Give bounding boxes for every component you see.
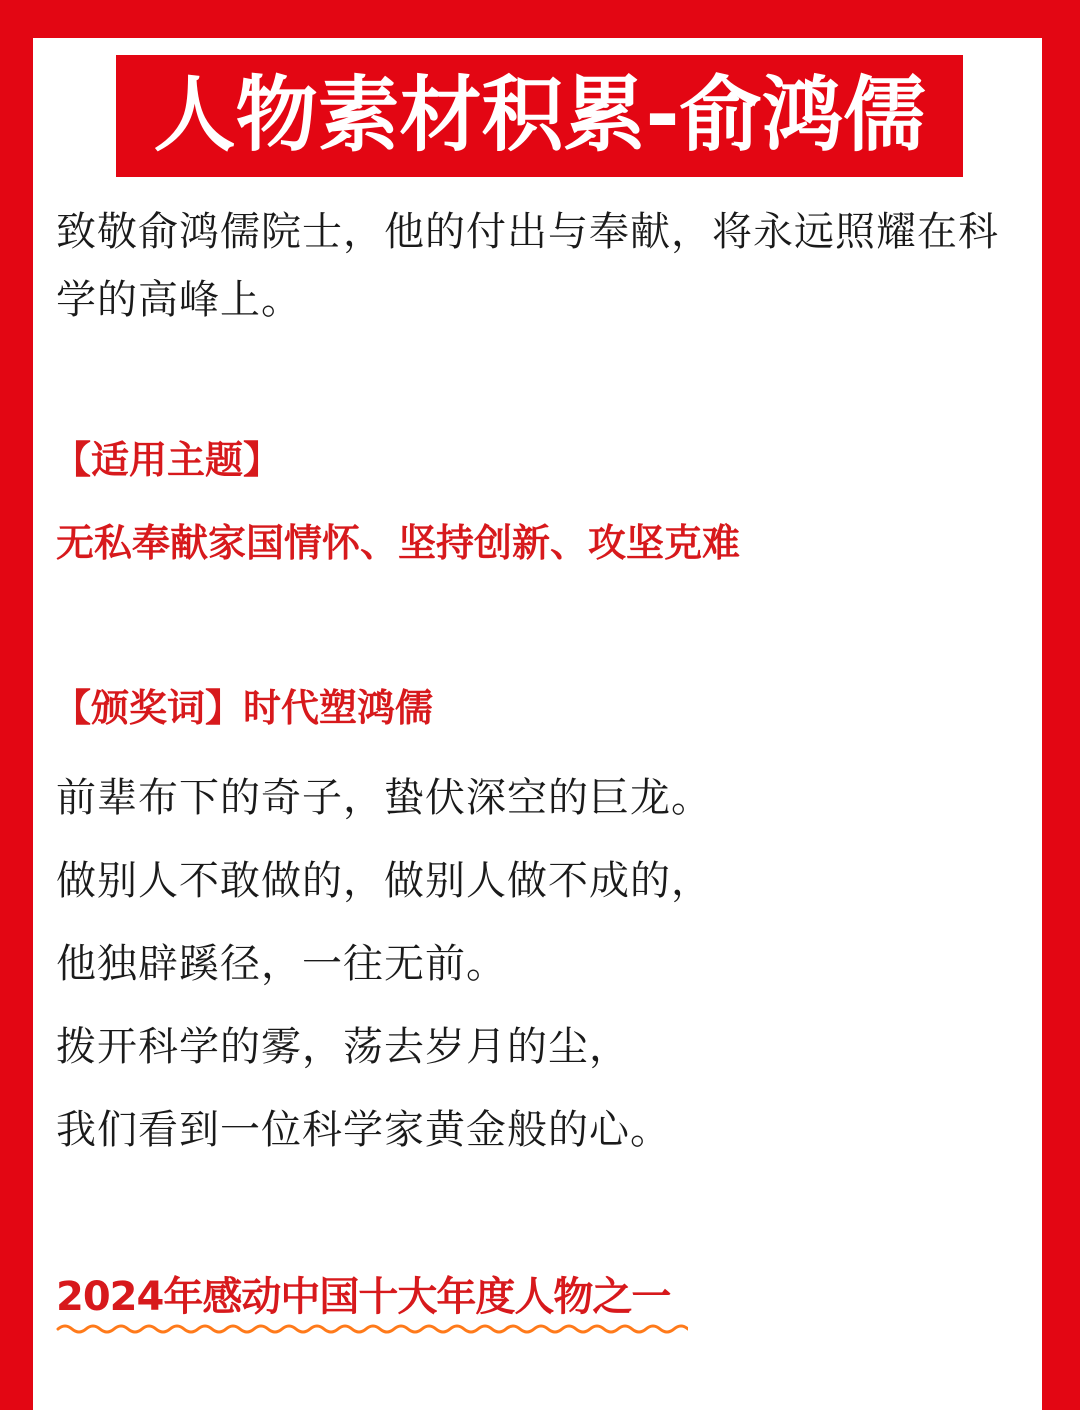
theme-text: 无私奉献家国情怀、坚持创新、攻坚克难 <box>56 521 741 565</box>
wavy-underline <box>56 1323 688 1335</box>
page-title: 人物素材积累-俞鸿儒 <box>153 68 926 163</box>
wavy-underline-path <box>58 1326 688 1332</box>
poem-line: 做别人不敢做的，做别人做不成的， <box>56 858 712 904</box>
intro-paragraph: 致敬俞鸿儒院士，他的付出与奉献，将永远照耀在科学的高峰上。 <box>56 209 999 323</box>
award-heading: 【颁奖词】时代塑鸿儒 <box>53 686 434 730</box>
poem-line: 他独辟蹊径，一往无前。 <box>56 941 507 987</box>
poem-line: 我们看到一位科学家黄金般的心。 <box>56 1107 671 1153</box>
footer-honor: 2024年感动中国十大年度人物之一 <box>56 1274 671 1320</box>
title-banner <box>116 55 963 177</box>
poem-line: 前辈布下的奇子，蛰伏深空的巨龙。 <box>56 775 712 821</box>
content-card <box>33 38 1042 1410</box>
poem-lines <box>56 768 712 1183</box>
theme-heading: 【适用主题】 <box>53 438 282 482</box>
footer-block <box>56 1273 688 1335</box>
poem-line: 拨开科学的雾，荡去岁月的尘， <box>56 1024 630 1070</box>
